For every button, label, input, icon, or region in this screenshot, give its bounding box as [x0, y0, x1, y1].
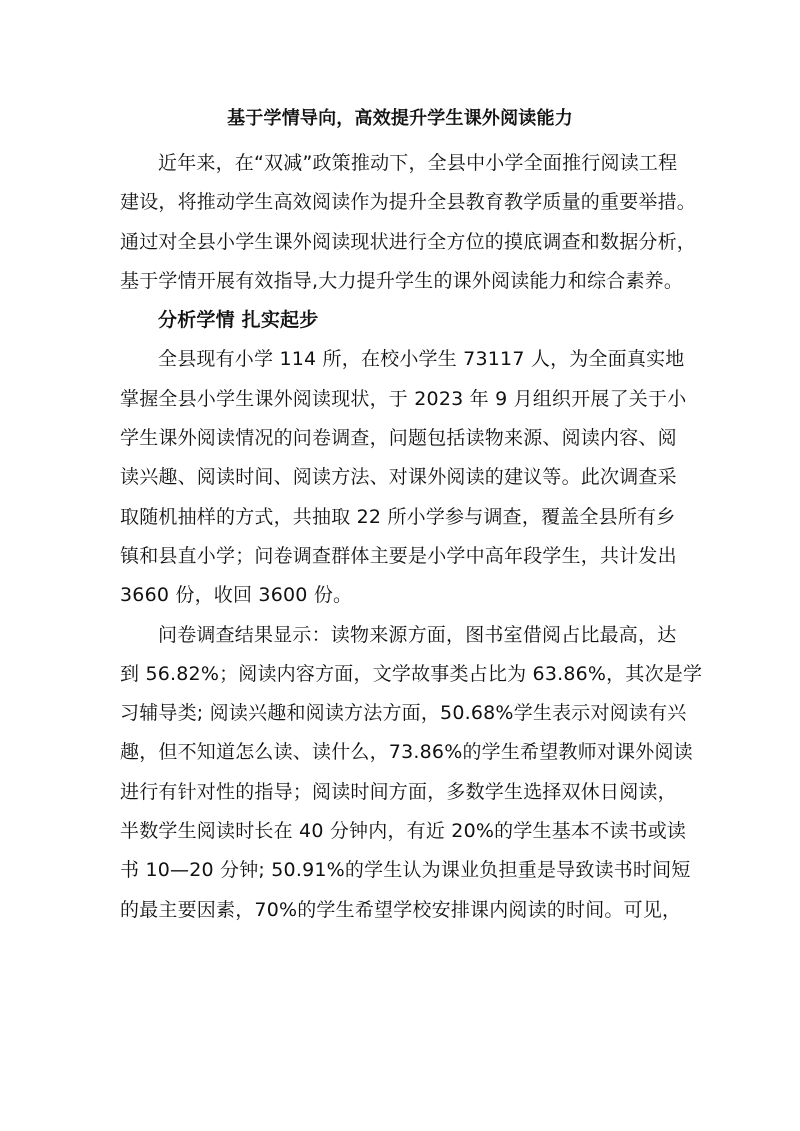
document-body: [120, 144, 703, 930]
text-line: 通过对全县小学生课外阅读现状进行全方位的摸底调查和数据分析，: [120, 230, 697, 253]
text-line: 掌握全县小学生课外阅读现状，于 2023 年 9 月组织开展了关于小: [120, 387, 687, 410]
document-title: 基于学情导向，高效提升学生课外阅读能力: [227, 108, 573, 129]
text-line: 半数学生阅读时长在 40 分钟内，有近 20%的学生基本不读书或读: [120, 820, 687, 843]
text-line: 全县现有小学 114 所，在校小学生 73117 人，为全面真实地: [158, 348, 685, 371]
text-line: 的最主要因素，70%的学生希望学校安排课内阅读的时间。可见，: [120, 898, 682, 921]
text-line: 趣，但不知道怎么读、读什么，73.86%的学生希望教师对课外阅读: [120, 741, 693, 764]
survey-paragraph: [120, 340, 695, 615]
text-line: 取随机抽样的方式，共抽取 22 所小学参与调查，覆盖全县所有乡: [120, 505, 676, 528]
text-line: 问卷调查结果显示：读物来源方面，图书室借阅占比最高，达: [158, 623, 677, 646]
text-line: 读兴趣、阅读时间、阅读方法、对课外阅读的建议等。此次调查采: [120, 466, 677, 489]
section-heading-text: 分析学情 扎实起步: [158, 309, 319, 332]
section-heading: [120, 301, 695, 340]
text-line: 近年来，在“双减”政策推动下，全县中小学全面推行阅读工程: [158, 152, 678, 174]
text-line: 学生课外阅读情况的问卷调查，问题包括读物来源、阅读内容、阅: [120, 427, 677, 450]
text-line: 到 56.82%；阅读内容方面，文学故事类占比为 63.86%，其次是学: [120, 662, 703, 685]
text-line: 3660 份，收回 3600 份。: [120, 584, 353, 607]
text-line: 基于学情开展有效指导,大力提升学生的课外阅读能力和综合素养。: [120, 269, 684, 292]
text-line: 习辅导类; 阅读兴趣和阅读方法方面，50.68%学生表示对阅读有兴: [120, 702, 687, 725]
intro-paragraph: [120, 144, 695, 301]
text-line: 建设，将推动学生高效阅读作为提升全县教育教学质量的重要举措。: [120, 191, 697, 214]
text-line: 镇和县直小学；问卷调查群体主要是小学中高年段学生，共计发出: [120, 544, 677, 567]
text-line: 书 10—20 分钟; 50.91%的学生认为课业负担重是导致读书时间短: [120, 859, 691, 882]
results-paragraph: [120, 616, 703, 930]
text-line: 进行有针对性的指导；阅读时间方面，多数学生选择双休日阅读，: [120, 780, 677, 803]
